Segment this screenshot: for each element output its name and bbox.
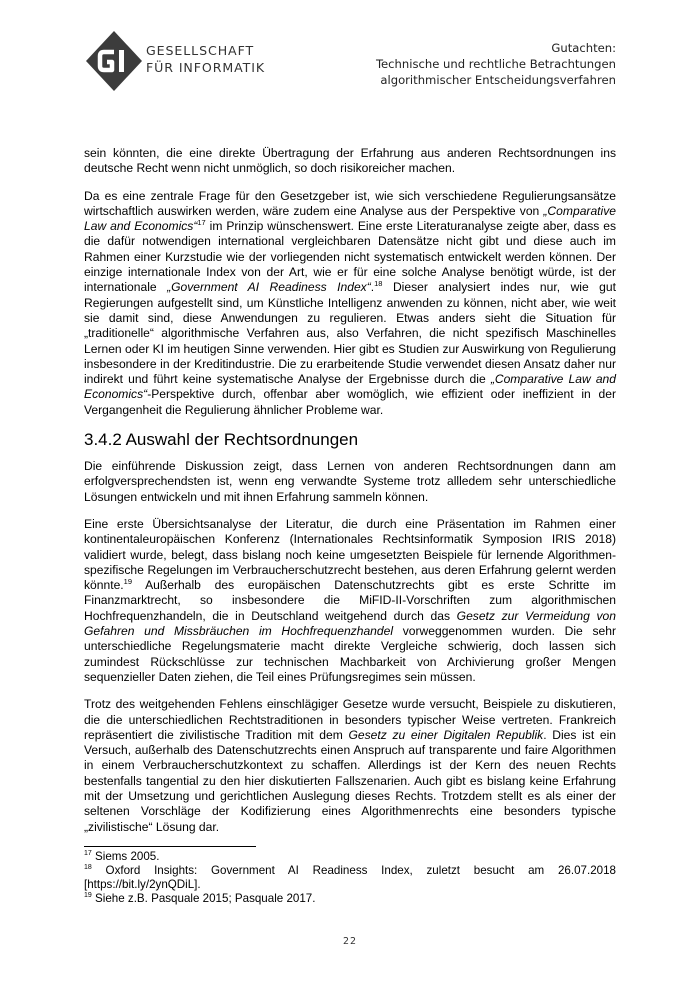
paragraph-2-text-e: -Perspektive durch, offenbar aber womöglich, wie effizient oder ineffizient in der Vergangenheit die Regulierung ähnlicher Probleme war. <box>84 387 616 417</box>
doc-header-line-2: Technische und rechtliche Betrachtungen <box>375 57 616 71</box>
emphasis-comparative-law: „Comparative Law and Economics“ <box>84 203 616 234</box>
emphasis-comparative-law-2: „Comparative Law and Economics“ <box>84 372 616 402</box>
paragraph-1 <box>84 146 616 177</box>
paragraph-5 <box>84 697 616 835</box>
footnote-number-19: 19 <box>84 892 92 900</box>
paragraph-4-text-b: Außerhalb des europäischen Datenschutzrechts gibt es erste Schritte im Finanzmarktrecht, so insbesondere die MiFID-II-Vorschriften zum algorithmischen Hochfrequenzhandeln, die in Deutschland weitgehend durch das <box>84 578 616 623</box>
document-header <box>316 40 616 88</box>
paragraph-5-text-b: . Dies ist ein Versuch, außerhalb des Datenschutzrechts einen Anspruch auf transparente und faire Algorithmen in einem Verbraucherschutzkontext zu schaffen. Allerdings ist der Kern des neuen Rechts bestenfalls tangential zu den hier diskutierten Fallszenarien. Auch gibt es bislang keine Erfahrung mit der Umsetzung und gerichtlichen Auslegung dieses Rechts. Trotzdem stellt es als einer der seltenen Vorschläge der Kodifizierung eines Algorithmenrechts eine besonders typische „zivilistische“ Lösung dar. <box>84 727 616 834</box>
emphasis-digital-republic-law: Gesetz zu einer Digitalen Republik <box>348 727 544 742</box>
paragraph-2-text-b: im Prinzip wünschenswert. Eine erste Literaturanalyse zeigte aber, dass es die dafür notwendigen international vergleichbaren Datensätze nicht gibt und diese auch im Rahmen einer Kurzstudie wie der vorliegenden nicht systematisch entwickelt werden können. Der einzige internationale Index von der Art, wie er für eine solche Analyse benötigt würde, ist der internationale <box>84 219 617 295</box>
footnote-18 <box>84 864 616 878</box>
paragraph-4 <box>84 517 616 685</box>
doc-header-line-3: algorithmischer Entscheidungsverfahren <box>380 73 616 87</box>
paragraph-3-text: Die einführende Diskussion zeigt, dass Lernen von anderen Rechtsordnungen dann am erfolgversprechendsten ist, wenn eng verwandte Systeme trotz allledem sehr unterschiedliche Lösungen entwickeln und mit ihnen Erfahrung sammeln können. <box>84 459 616 504</box>
footnotes <box>84 850 616 906</box>
main-content <box>84 146 616 847</box>
org-line-1: GESELLSCHAFT <box>146 43 255 58</box>
org-line-2: FÜR INFORMATIK <box>146 60 266 75</box>
footnote-17 <box>84 850 616 864</box>
paragraph-2-text-d: Dieser analysiert indes nur, wie gut Regierungen aufgestellt sind, um Künstliche Intelligenz anwenden zu können, nicht aber, wie weit sie damit sind, diese Anwendungen zu regulieren. Etwas anders sieht die Situation für „traditionelle“ algorithmische Verfahren aus, also Verfahren, die nicht spezifisch Maschinelles Lernen oder KI im heutigen Sinne verwenden. Hier gibt es Studien zur Auswirkung von Regulierung insbesondere in der Kreditindustrie. Die zu erarbeitende Studie verwendet diesen Ansatz daher nur indirekt und führt keine systematische Analyse der Ergebnisse durch die <box>84 280 616 387</box>
gi-logo-icon <box>84 30 144 92</box>
emphasis-hft-law: Gesetz zur Vermeidung von Gefahren und Missbräuchen im Hochfrequenzhandel <box>84 608 616 639</box>
doc-header-line-1: Gutachten: <box>551 41 616 55</box>
footnote-divider <box>84 846 256 847</box>
footnote-ref-17[interactable]: 17 <box>197 218 206 228</box>
paragraph-4-text-c: vorweggenommen wurden. Die sehr unterschiedliche Regelungsmaterie macht direkte Vergleiche schwierig, doch lassen sich zumindest Rückschlüsse zur technischen Machbarkeit von Archivierung großer Mengen sequenzieller Daten ziehen, die Teil eines Prüfungsregimes sein müssen. <box>84 624 616 684</box>
footnote-18-url[interactable]: [https://bit.ly/2ynQDiL]. <box>84 878 201 891</box>
emphasis-ai-readiness-index: „Government AI Readiness Index“ <box>167 280 371 295</box>
page-number: 22 <box>342 936 358 947</box>
footnote-18-text: Oxford Insights: Government AI Readiness Index, zuletzt besucht am 26.07.2018 <box>91 864 616 877</box>
paragraph-2 <box>84 189 616 418</box>
footnote-number-17: 17 <box>84 850 92 858</box>
organization-name <box>146 42 265 76</box>
paragraph-3 <box>84 459 616 505</box>
paragraph-2-text-a: Da es eine zentrale Frage für den Gesetzgeber ist, wie sich verschiedene Regulierungsansätze wirtschaftlich auswirken werden, wäre zudem eine Analyse aus der Perspektive von <box>84 188 616 218</box>
paragraph-2-text-c: . <box>370 280 375 295</box>
paragraph-5-text-a: Trotz des weitgehenden Fehlens einschlägiger Gesetze wurde versucht, Beispiele zu diskutieren, die die unterschiedlichen Rechtstraditionen in besonders typischer Weise vertreten. Frankreich repräsentiert die zivilistische Tradition mit dem <box>84 697 616 742</box>
footnote-17-text: Siems 2005. <box>91 850 160 863</box>
footnote-18-link[interactable] <box>84 878 616 892</box>
footnote-ref-18[interactable]: 18 <box>374 279 383 289</box>
paragraph-1-text: sein könnten, die eine direkte Übertragung der Erfahrung aus anderen Rechtsordnungen ins deutsche Recht wenn nicht unmöglich, so doch risikoreicher machen. <box>84 146 616 176</box>
paragraph-4-text-a: Eine erste Übersichtsanalyse der Literatur, die durch eine Präsentation im Rahmen einer kontinentaleuropäischen Konferenz (Internationales Rechtsinformatik Symposion IRIS 2018) validiert wurde, belegt, dass bislang noch keine umgesetzten Beispiele für lernende Algorithmen-spezifische Regelungen im Verbraucherschutzrecht bestehen, aus deren Erfahrung gelernt werden könnte. <box>84 516 616 593</box>
footnote-number-18: 18 <box>84 864 92 872</box>
footnote-19-text: Siehe z.B. Pasquale 2015; Pasquale 2017. <box>91 892 316 905</box>
footnote-19 <box>84 892 616 906</box>
footnote-ref-19[interactable]: 19 <box>123 577 133 587</box>
section-heading: 3.4.2 Auswahl der Rechtsordnungen <box>84 430 359 450</box>
